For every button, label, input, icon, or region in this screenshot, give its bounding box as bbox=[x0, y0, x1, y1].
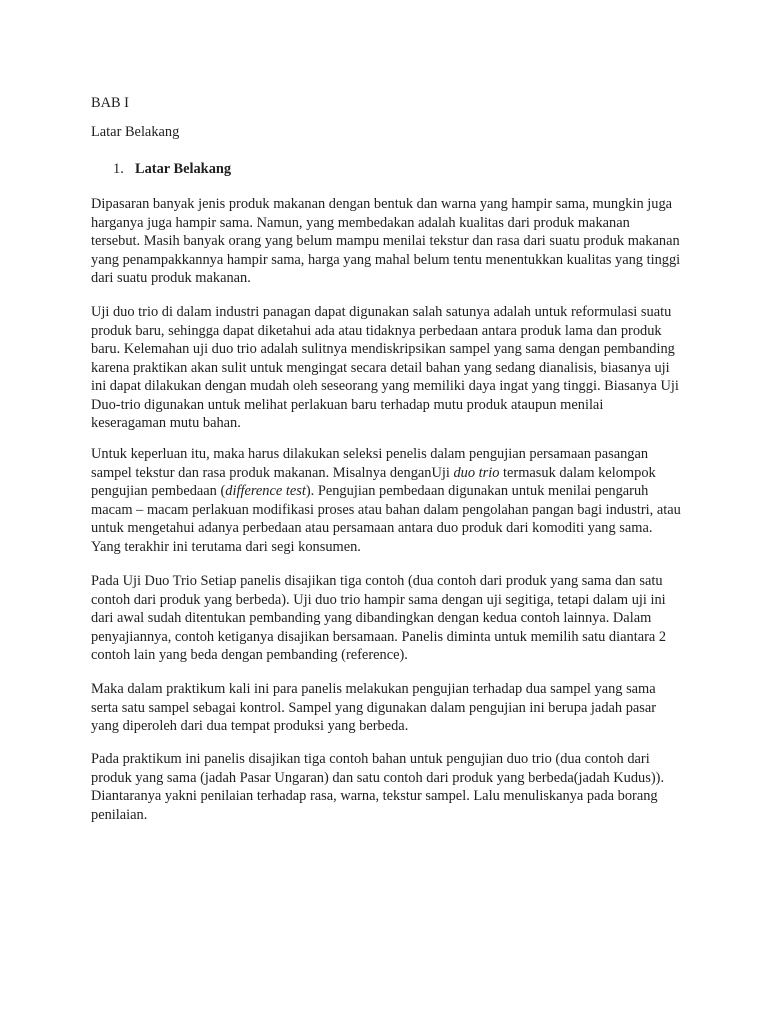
paragraph-5: Maka dalam praktikum kali ini para panelis melakukan pengujian terhadap dua sampel yang sama serta satu sampel sebagai kontrol. Sampel yang digunakan dalam pengujian ini berupa jadah pasar yang diperoleh dari dua tempat produksi yang berbeda. bbox=[91, 681, 657, 734]
italic-term-difference-test: difference test bbox=[225, 483, 306, 499]
chapter-heading: BAB I bbox=[91, 95, 129, 111]
paragraph-2: Uji duo trio di dalam industri panagan dapat digunakan salah satunya adalah untuk reformulasi suatu produk baru, sehingga dapat diketahui ada atau tidaknya perbedaan antara produk lama dan produk baru. Kelemahan uji duo trio adalah sulitnya mendiskripsikan sampel yang sama dengan pembanding karena praktikan akan sulit untuk mengingat secara detail bahan yang sedang dianalisis, biasanya uji ini dapat dilakukan dengan mudah oleh seseorang yang memiliki daya ingat yang tinggi. Biasanya Uji Duo-trio digunakan untuk melihat perlakuan baru terhadap mutu produk ataupun menilai keseragaman mutu bahan. bbox=[91, 304, 679, 431]
paragraph-3-text-1: Untuk keperluan itu, maka harus dilakukan seleksi penelis dalam pengujian persamaan pasangan sampel tekstur dan rasa produk makanan. Misalnya denganUji bbox=[91, 446, 649, 481]
paragraph-1: Dipasaran banyak jenis produk makanan dengan bentuk dan warna yang hampir sama, mungkin juga harganya juga hampir sama. Namun, yang membedakan adalah kualitas dari produk makanan tersebut. Masih banyak orang yang belum mampu menilai tekstur dan rasa dari suatu produk makanan yang penampakkannya hampir sama, harga yang mahal belum tentu menentukkan kualitas yang tinggi dari suatu produk makanan. bbox=[91, 196, 681, 286]
paragraph-6: Pada praktikum ini panelis disajikan tiga contoh bahan untuk pengujian duo trio (dua contoh dari produk yang sama (jadah Pasar Ungaran) dan satu contoh dari produk yang berbeda(jadah Kudus)). Diantaranya yakni penilaian terhadap rasa, warna, tekstur sampel. Lalu menuliskanya pada borang penilaian. bbox=[91, 751, 665, 823]
paragraph-3-text-3: ). Pengujian pembedaan digunakan untuk menilai pengaruh macam – macam perlakuan modifikasi proses atau bahan dalam pengolahan pangan bagi industri, atau untuk mengetahui adanya perbedaan atau persamaan antara duo produk dari komoditi yang sama. Yang terakhir ini terutama dari segi konsumen. bbox=[91, 483, 681, 555]
paragraph-4: Pada Uji Duo Trio Setiap panelis disajikan tiga contoh (dua contoh dari produk yang sama dan satu contoh dari produk yang berbeda). Uji duo trio hampir sama dengan uji segitiga, tetapi dalam uji ini dari awal sudah ditentukan pembanding yang dibandingkan dengan kedua contoh lainnya. Dalam penyajiannya, contoh ketiganya disajikan bersamaan. Panelis diminta untuk memilih satu diantara 2 contoh lain yang beda dengan pembanding (reference). bbox=[91, 573, 667, 663]
section-heading: Latar Belakang bbox=[91, 124, 180, 140]
list-number: 1. bbox=[113, 161, 124, 177]
italic-term-duo-trio: duo trio bbox=[453, 464, 500, 481]
paragraph-3 bbox=[91, 445, 681, 556]
list-title: Latar Belakang bbox=[135, 161, 232, 177]
paragraph-3-text-2: termasuk dalam kelompok pengujian pembedaan ( bbox=[91, 464, 656, 499]
